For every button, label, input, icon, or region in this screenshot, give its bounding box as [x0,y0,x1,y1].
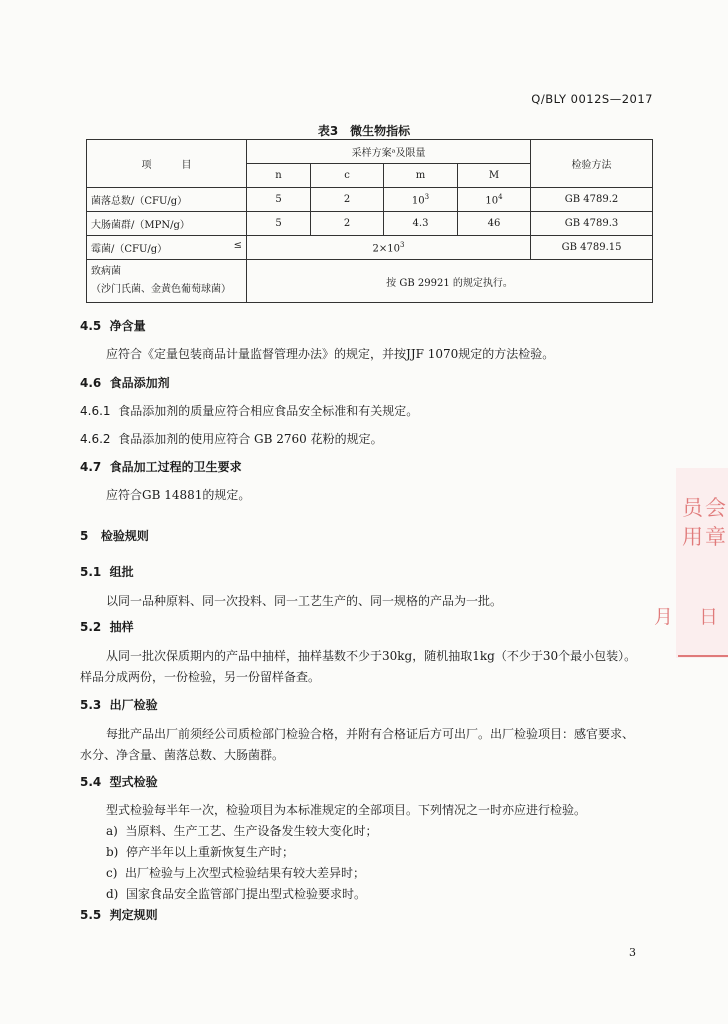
row-limit: $2\times 10^3$ [247,236,531,260]
row-method: GB 4789.2 [531,188,653,212]
row-m: $10^3$ [384,188,458,212]
row-item: 大肠菌群/（MPN/g） [87,212,247,236]
section-heading: 5.4 型式检验 [80,775,158,789]
standard-code: Q/BLY 0012S—2017 [531,92,653,106]
row-item: 霉菌/（CFU/g） ≤ [87,236,247,260]
row-M: $10^4$ [458,188,531,212]
paragraph: 以同一品种原料、同一次投料、同一工艺生产的、同一规格的产品为一批。 [106,594,503,608]
row-item: 致病菌 （沙门氏菌、金黄色葡萄球菌） [87,260,247,303]
row-method: GB 4789.3 [531,212,653,236]
subheader-m: m [384,164,458,188]
row-c: 2 [311,188,384,212]
clause: 4.6.1 食品添加剂的质量应符合相应食品安全标准和有关规定。 [80,404,419,418]
seal-stamp-line-1: 员会 [682,496,728,520]
header-item: 项 目 [87,140,247,188]
table-row [87,212,653,236]
header-plan: 采样方案ᵃ及限量 [247,140,531,164]
table-title: 表3 微生物指标 [317,124,411,138]
paragraph-line: 样品分成两份，一份检验，另一份留样备查。 [80,670,321,684]
seal-stamp-underline [678,655,728,657]
paragraph: 应符合《定量包装商品计量监督管理办法》的规定，并按JJF 1070规定的方法检验。 [106,347,555,361]
section-heading: 5.2 抽样 [80,620,134,634]
seal-stamp-line-2: 用章 [682,525,728,549]
paragraph-line: 从同一批次保质期内的产品中抽样，抽样基数不少于30kg，随机抽取1kg（不少于30个最小包装）。 [106,649,637,663]
row-requirement: 按 GB 29921 的规定执行。 [247,260,653,303]
section-heading: 5.3 出厂检验 [80,698,158,712]
header-method: 检验方法 [531,140,653,188]
paragraph: 型式检验每半年一次，检验项目为本标准规定的全部项目。下列情况之一时亦应进行检验。 [106,803,587,817]
seal-stamp-date: 月 日 [653,606,728,628]
clause: 4.6.2 食品添加剂的使用应符合 GB 2760 花粉的规定。 [80,432,383,446]
table-row [87,236,653,260]
subheader-M: M [458,164,531,188]
section-heading: 5.5 判定规则 [80,908,158,922]
list-item: a) 当原料、生产工艺、生产设备发生较大变化时； [106,824,378,838]
list-item: c) 出厂检验与上次型式检验结果有较大差异时； [106,866,366,880]
subheader-n: n [247,164,311,188]
row-c: 2 [311,212,384,236]
row-m: 4.3 [384,212,458,236]
table-row [87,188,653,212]
table-row [87,260,653,303]
microbial-table [86,139,653,303]
paragraph-line: 水分、净含量、菌落总数、大肠菌群。 [80,748,285,762]
row-n: 5 [247,212,311,236]
chapter-heading: 5 检验规则 [80,529,149,543]
section-heading: 5.1 组批 [80,565,134,579]
section-heading: 4.7 食品加工过程的卫生要求 [80,460,242,474]
row-n: 5 [247,188,311,212]
page-number: 3 [629,946,636,959]
subheader-c: c [311,164,384,188]
paragraph-line: 每批产品出厂前须经公司质检部门检验合格，并附有合格证后方可出厂。出厂检验项目：感官要求、 [106,727,635,741]
row-item: 菌落总数/（CFU/g） [87,188,247,212]
list-item: d) 国家食品安全监管部门提出型式检验要求时。 [106,887,367,901]
section-heading: 4.5 净含量 [80,319,146,333]
section-heading: 4.6 食品添加剂 [80,376,170,390]
paragraph: 应符合GB 14881的规定。 [106,488,251,502]
list-item: b) 停产半年以上重新恢复生产时； [106,845,295,859]
row-method: GB 4789.15 [531,236,653,260]
row-M: 46 [458,212,531,236]
